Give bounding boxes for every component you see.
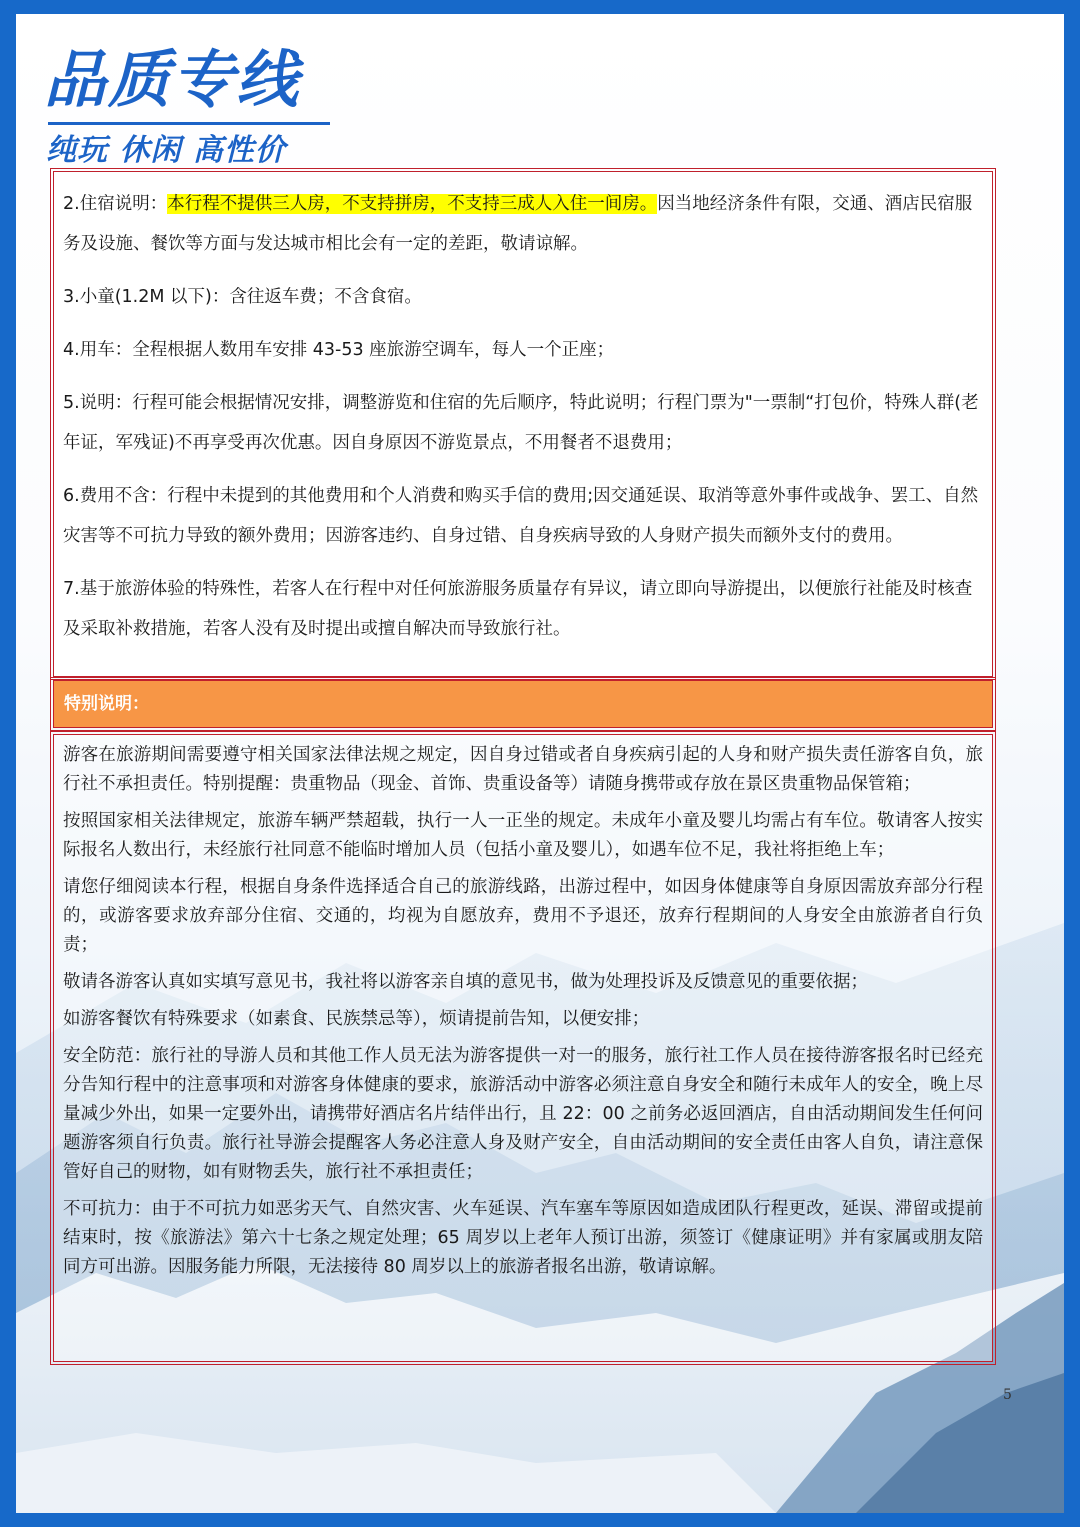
special-paragraph: 请您仔细阅读本行程，根据自身条件选择适合自己的旅游线路，出游过程中，如因身体健康等自身原因需放弃部分行程的，或游客要求放弃部分住宿、交通的，均视为自愿放弃，费用不予退还，放弃行程期间的人身安全由旅游者自行负责； xyxy=(63,877,983,955)
brand-header xyxy=(44,44,330,171)
special-paragraph: 安全防范：旅行社的导游人员和其他工作人员无法为游客提供一对一的服务，旅行社工作人员在接待游客报名时已经充分告知行程中的注意事项和对游客身体健康的要求，旅游活动中游客必须注意自身安全和随行未成年人的安全，晚上尽量减少外出，如果一定要外出，请携带好酒店名片结伴出行，且 22：00 之前务必返回酒店，自由活动期间发生任何问题游客须自行负责。旅行社导游会提醒客人务必注意人身及财产安全，自由活动期间的安全责任由客人自负，请注意保管好自己的财物，如有财物丢失，旅行社不承担责任； xyxy=(63,1046,983,1182)
notes-box xyxy=(53,171,993,677)
note-item-3: 3.小童(1.2M 以下)：含往返车费；不含食宿。 xyxy=(63,287,422,307)
brand-divider xyxy=(48,122,330,125)
special-paragraph: 敬请各游客认真如实填写意见书，我社将以游客亲自填的意见书，做为处理投诉及反馈意见的重要依据； xyxy=(63,972,868,992)
special-heading: 特别说明： xyxy=(53,680,993,728)
brand-subtitle: 纯玩 休闲 高性价 xyxy=(46,133,286,168)
special-paragraph: 游客在旅游期间需要遵守相关国家法律法规之规定，因自身过错或者自身疾病引起的人身和财产损失责任游客自负，旅行社不承担责任。特别提醒：贵重物品（现金、首饰、贵重设备等）请随身携带或存放在景区贵重物品保管箱； xyxy=(63,745,983,794)
special-paragraph: 如游客餐饮有特殊要求（如素食、民族禁忌等），烦请提前告知，以便安排； xyxy=(63,1009,650,1029)
note-item-5: 5.说明：行程可能会根据情况安排，调整游览和住宿的先后顺序，特此说明；行程门票为"一票制“打包价，特殊人群(老年证，军残证)不再享受再次优惠。因自身原因不游览景点，不用餐者不退费用； xyxy=(63,393,979,453)
note-item-2: 2.住宿说明：本行程不提供三人房，不支持拼房，不支持三成人入住一间房。因当地经济条件有限，交通、酒店民宿服务及设施、餐饮等方面与发达城市相比会有一定的差距，敬请谅解。 xyxy=(63,194,973,254)
note-item-6: 6.费用不含：行程中未提到的其他费用和个人消费和购买手信的费用;因交通延误、取消等意外事件或战争、罢工、自然灾害等不可抗力导致的额外费用；因游客违约、自身过错、自身疾病导致的人身财产损失而额外支付的费用。 xyxy=(63,486,979,546)
note-item-7: 7.基于旅游体验的特殊性，若客人在行程中对任何旅游服务质量存有异议，请立即向导游提出，以便旅行社能及时核查及采取补救措施，若客人没有及时提出或擅自解决而导致旅行社。 xyxy=(63,579,973,639)
brand-title: 品质专线 xyxy=(44,43,301,116)
highlight-text: 本行程不提供三人房，不支持拼房，不支持三成人入住一间房。 xyxy=(167,194,658,214)
special-paragraph: 不可抗力：由于不可抗力如恶劣天气、自然灾害、火车延误、汽车塞车等原因如造成团队行程更改，延误、滞留或提前结束时，按《旅游法》第六十七条之规定处理；65 周岁以上老年人预订出游，须签订《健康证明》并有家属或朋友陪同方可出游。因服务能力所限，无法接待 80 周岁以上的旅游者报名出游，敬请谅解。 xyxy=(63,1199,983,1277)
special-box xyxy=(53,734,993,1362)
special-paragraph: 按照国家相关法律规定，旅游车辆严禁超载，执行一人一正坐的规定。未成年小童及婴儿均需占有车位。敬请客人按实际报名人数出行，未经旅行社同意不能临时增加人员（包括小童及婴儿），如遇车位不足，我社将拒绝上车； xyxy=(63,811,983,860)
note-item-4: 4.用车：全程根据人数用车安排 43-53 座旅游空调车，每人一个正座； xyxy=(63,340,615,360)
page-number: 5 xyxy=(1003,1387,1012,1403)
